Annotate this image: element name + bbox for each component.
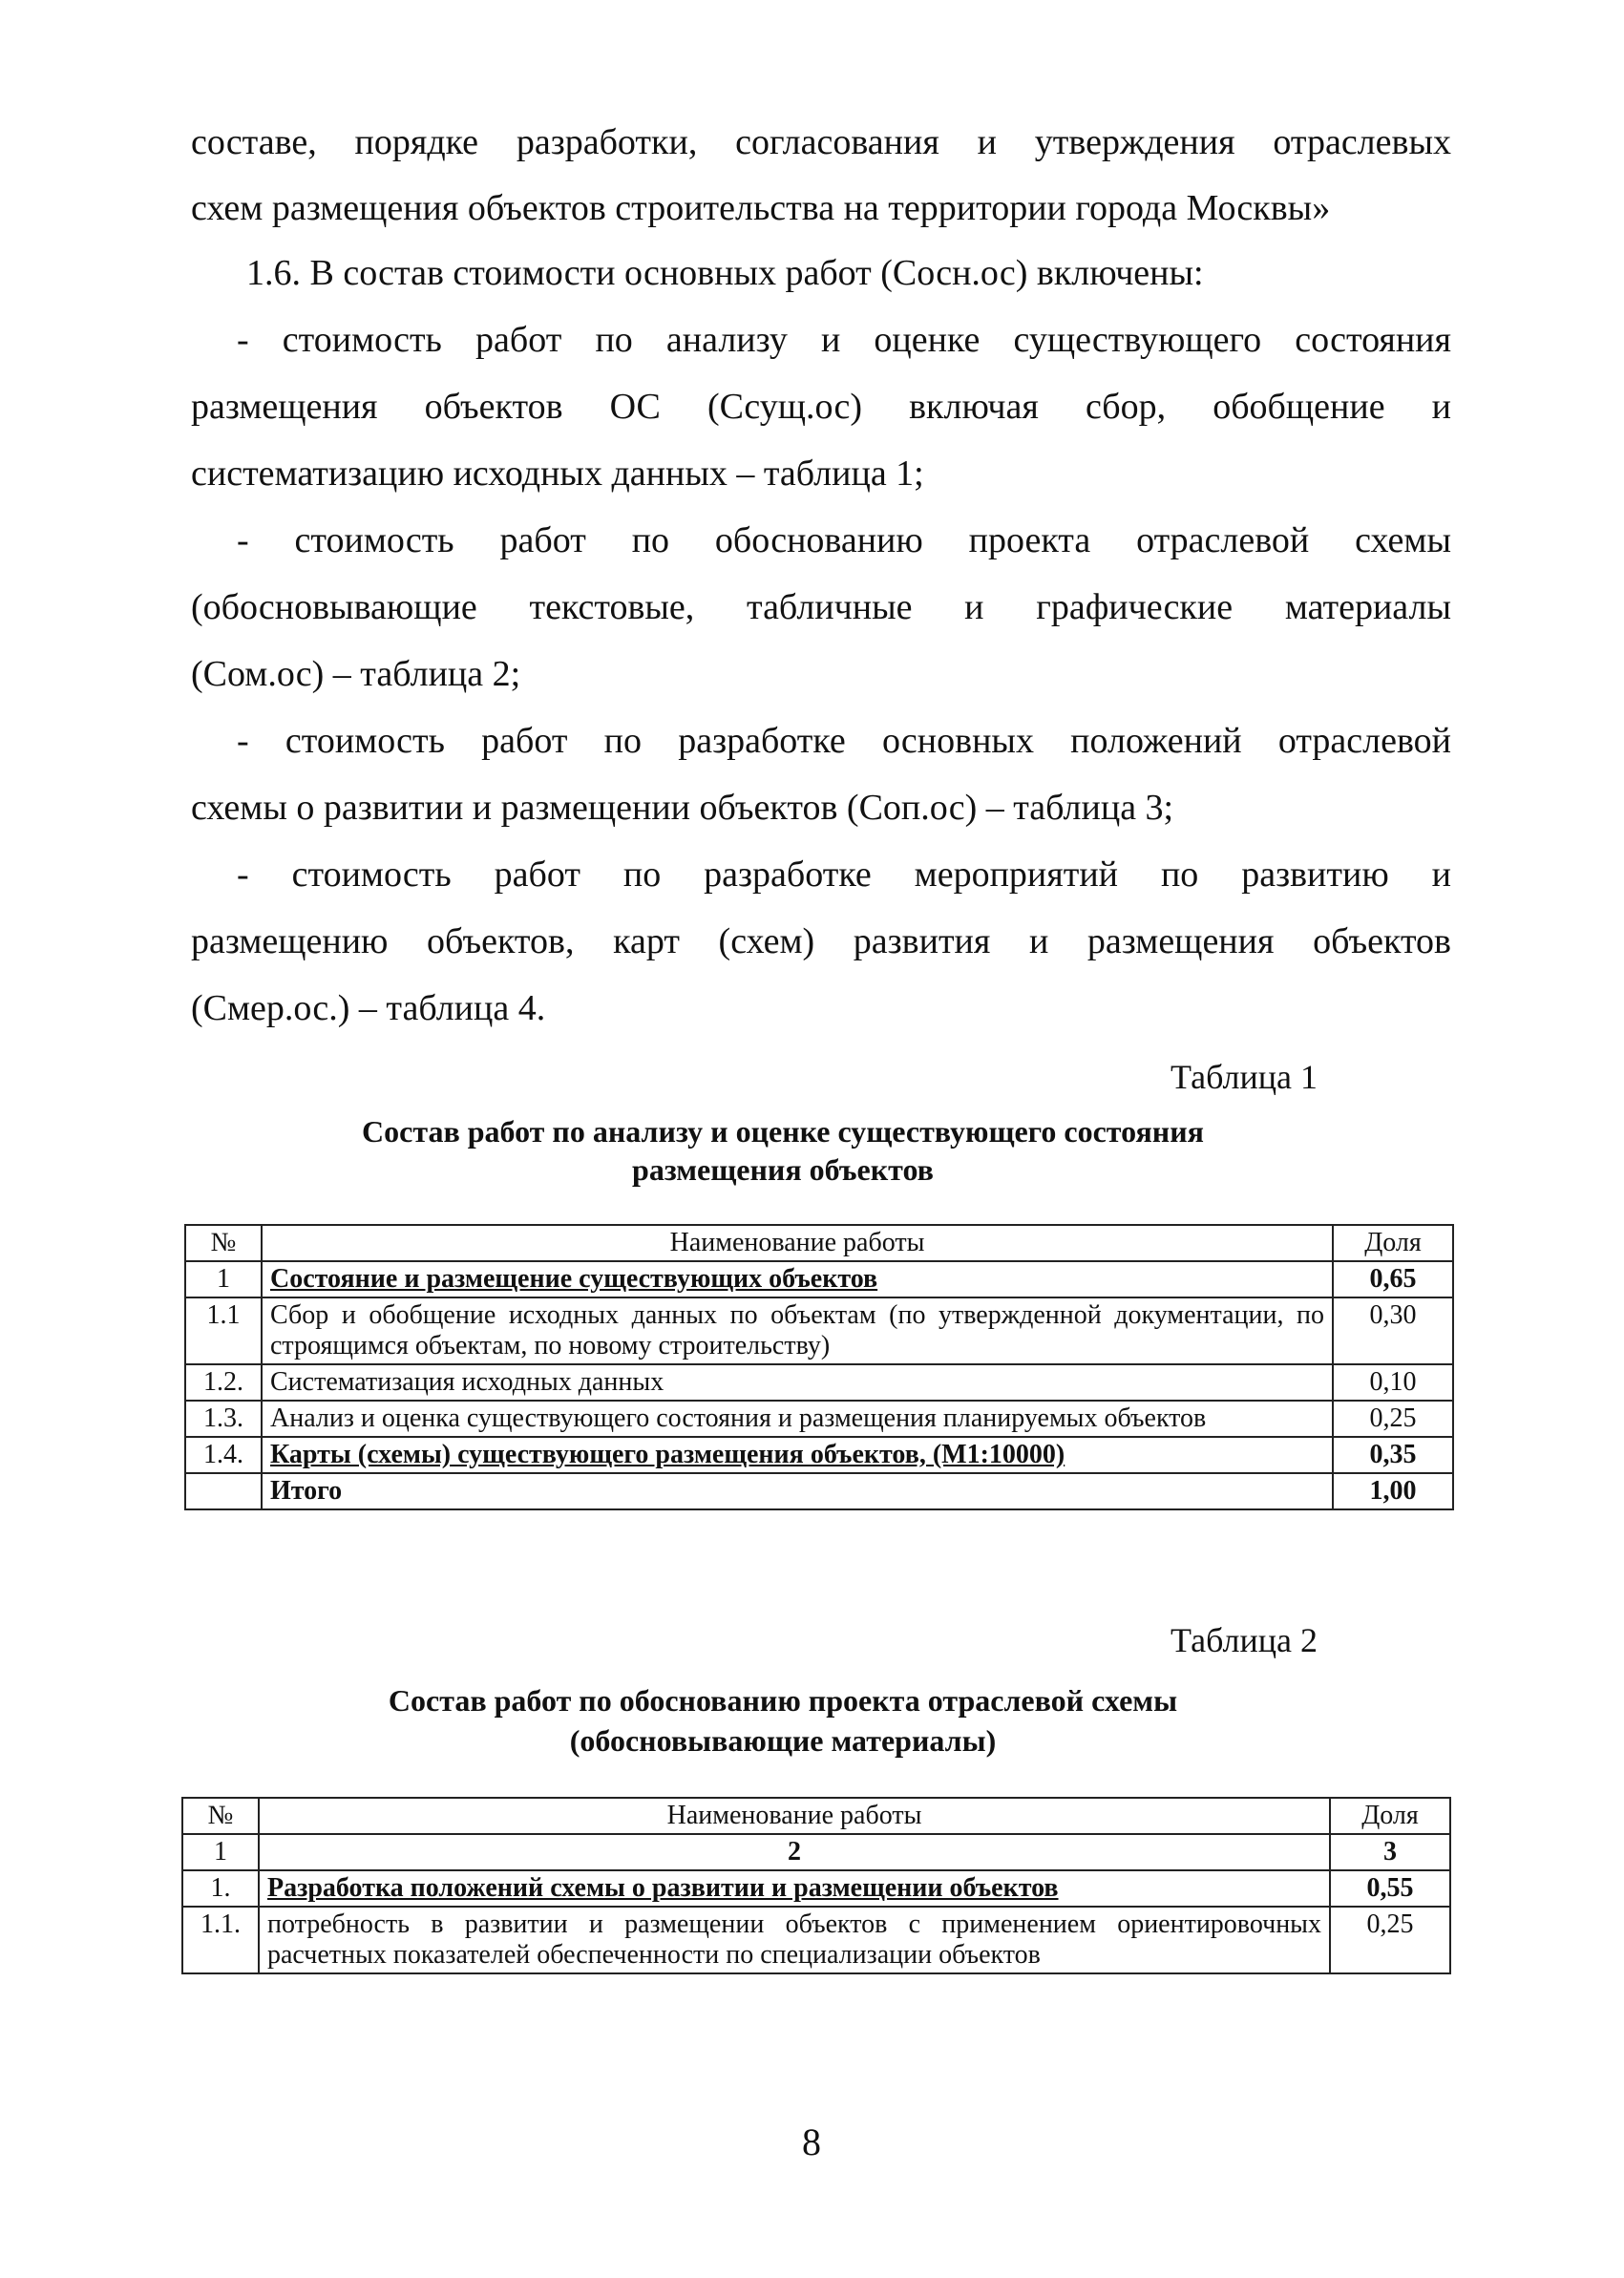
table2-colnum-row xyxy=(182,1834,1450,1870)
table1-row2-share: 0,30 xyxy=(1333,1297,1453,1364)
table1-row4-name: Анализ и оценка существующего состояния и размещения планируемых объектов xyxy=(262,1401,1333,1437)
table2-colnum-1: 1 xyxy=(182,1834,259,1870)
table1-row5-num: 1.4. xyxy=(185,1437,262,1473)
table2-header-num: № xyxy=(182,1798,259,1834)
table1-row3-share: 0,10 xyxy=(1333,1364,1453,1401)
body-line-4: - стоимость работ по анализу и оценке существующего состояния xyxy=(237,320,1451,360)
table-row xyxy=(185,1261,1453,1297)
table1-row1-share: 0,65 xyxy=(1333,1261,1453,1297)
table1-row1-name: Состояние и размещение существующих объектов xyxy=(262,1261,1333,1297)
page-number: 8 xyxy=(802,2120,821,2163)
table1-row3-name: Систематизация исходных данных xyxy=(262,1364,1333,1401)
body-line-12: - стоимость работ по разработке мероприятий по развитию и xyxy=(237,854,1451,895)
table-row xyxy=(185,1364,1453,1401)
table1-header-num: № xyxy=(185,1225,262,1261)
body-line-9: (Сом.ос) – таблица 2; xyxy=(191,654,521,694)
table1-total-label: Итого xyxy=(262,1473,1333,1509)
body-line-13: размещению объектов, карт (схем) развития и размещения объектов xyxy=(191,921,1451,961)
table1-title-line1: Состав работ по анализу и оценке существующего состояния xyxy=(362,1114,1204,1149)
table1-header-share: Доля xyxy=(1333,1225,1453,1261)
body-line-6: систематизацию исходных данных – таблица 1; xyxy=(191,453,924,494)
table1-row4-num: 1.3. xyxy=(185,1401,262,1437)
table2-row2-name: потребность в развитии и размещении объектов с применением ориентировочных расчетных показателей обеспеченности по специализации объектов xyxy=(259,1907,1330,1973)
table2-row2-share: 0,25 xyxy=(1330,1907,1450,1973)
table1-header-row xyxy=(185,1225,1453,1261)
table1-title-line2: размещения объектов xyxy=(632,1152,934,1187)
table2-colnum-2: 2 xyxy=(259,1834,1330,1870)
table-row xyxy=(185,1437,1453,1473)
body-line-14: (Смер.ос.) – таблица 4. xyxy=(191,988,546,1028)
table2-row1-num: 1. xyxy=(182,1870,259,1907)
table2-header-row xyxy=(182,1798,1450,1834)
body-line-11: схемы о развитии и размещении объектов (Соп.ос) – таблица 3; xyxy=(191,788,1174,828)
table1 xyxy=(184,1224,1454,1510)
table-row xyxy=(185,1401,1453,1437)
table1-row3-num: 1.2. xyxy=(185,1364,262,1401)
table2-row2-num: 1.1. xyxy=(182,1907,259,1973)
table1-row4-share: 0,25 xyxy=(1333,1401,1453,1437)
table2-title-line2: (обосновывающие материалы) xyxy=(569,1723,997,1758)
table2-colnum-3: 3 xyxy=(1330,1834,1450,1870)
table-row xyxy=(182,1907,1450,1973)
table2-header-name: Наименование работы xyxy=(259,1798,1330,1834)
table1-row5-name: Карты (схемы) существующего размещения объектов, (М1:10000) xyxy=(262,1437,1333,1473)
body-line-7: - стоимость работ по обоснованию проекта отраслевой схемы xyxy=(237,520,1451,560)
table-row xyxy=(185,1473,1453,1509)
table2-row1-share: 0,55 xyxy=(1330,1870,1450,1907)
table1-row2-name: Сбор и обобщение исходных данных по объектам (по утвержденной документации, по строящимся объектам, по новому строительству) xyxy=(262,1297,1333,1364)
table2-title-line1: Состав работ по обоснованию проекта отраслевой схемы xyxy=(388,1683,1178,1718)
body-line-8: (обосновывающие текстовые, табличные и графические материалы xyxy=(191,587,1451,627)
table-row xyxy=(182,1870,1450,1907)
body-line-2: схем размещения объектов строительства на территории города Москвы» xyxy=(191,188,1331,228)
table1-row5-share: 0,35 xyxy=(1333,1437,1453,1473)
table1-row2-num: 1.1 xyxy=(185,1297,262,1364)
table-row xyxy=(185,1297,1453,1364)
table1-label: Таблица 1 xyxy=(1171,1058,1318,1096)
body-line-3: 1.6. В состав стоимости основных работ (Сосн.ос) включены: xyxy=(246,253,1204,293)
table2 xyxy=(181,1797,1451,1974)
table2-label: Таблица 2 xyxy=(1171,1621,1318,1659)
table2-header-share: Доля xyxy=(1330,1798,1450,1834)
table1-row1-num: 1 xyxy=(185,1261,262,1297)
body-line-10: - стоимость работ по разработке основных положений отраслевой xyxy=(237,721,1451,761)
body-line-1: составе, порядке разработки, согласования и утверждения отраслевых xyxy=(191,122,1451,162)
table1-row6-num xyxy=(185,1473,262,1509)
table1-total-share: 1,00 xyxy=(1333,1473,1453,1509)
table1-header-name: Наименование работы xyxy=(262,1225,1333,1261)
body-line-5: размещения объектов ОС (Ссущ.ос) включая сбор, обобщение и xyxy=(191,387,1451,427)
table2-row1-name: Разработка положений схемы о развитии и размещении объектов xyxy=(259,1870,1330,1907)
